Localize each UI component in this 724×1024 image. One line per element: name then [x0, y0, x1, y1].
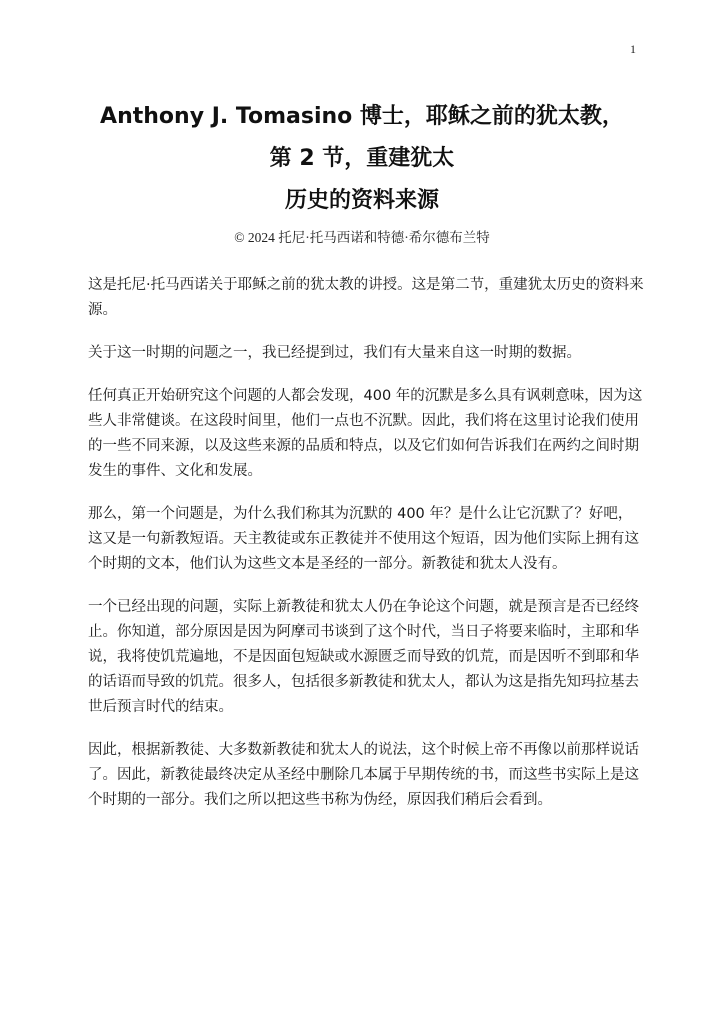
- paragraph-3: 任何真正开始研究这个问题的人都会发现，400 年的沉默是多么具有讽刺意味，因为这些人非常健谈。在这段时间里，他们一点也不沉默。因此，我们将在这里讨论我们使用的一些不同来源，以及这些来源的品质和特点，以及它们如何告诉我们在两约之间时期发生的事件、文化和发展。: [88, 388, 643, 479]
- page-number: 1: [630, 42, 636, 56]
- title-line-2: 第 2 节，重建犹太: [269, 146, 455, 171]
- paragraph-6: 因此，根据新教徒、大多数新教徒和犹太人的说法，这个时候上帝不再像以前那样说话了。因此，新教徒最终决定从圣经中删除几本属于早期传统的书，而这些书实际上是这个时期的一部分。我们之所以把这些书称为伪经，原因我们稍后会看到。: [88, 742, 639, 808]
- title-line-1: Anthony J. Tomasino 博士，耶稣之前的犹太教，: [100, 104, 624, 129]
- paragraph-4: 那么，第一个问题是，为什么我们称其为沉默的 400 年？是什么让它沉默了？好吧，这又是一句新教短语。天主教徒或东正教徒并不使用这个短语，因为他们实际上拥有这个时期的文本，他们认为这些文本是圣经的一部分。新教徒和犹太人没有。: [88, 506, 639, 572]
- paragraph-2: 关于这一时期的问题之一，我已经提到过，我们有大量来自这一时期的数据。: [88, 345, 581, 361]
- paragraph-5: 一个已经出现的问题，实际上新教徒和犹太人仍在争论这个问题，就是预言是否已经终止。你知道，部分原因是因为阿摩司书谈到了这个时代，当日子将要来临时，主耶和华说，我将使饥荒遍地，不是因面包短缺或水源匮乏而导致的饥荒，而是因听不到耶和华的话语而导致的饥荒。很多人，包括很多新教徒和犹太人，都认为这是指先知玛拉基去世后预言时代的结束。: [88, 599, 639, 715]
- paragraph-1: 这是托尼·托马西诺关于耶稣之前的犹太教的讲授。这是第二节，重建犹太历史的资料来源。: [88, 277, 644, 318]
- title-block: [0, 96, 724, 248]
- body-text: [88, 273, 644, 831]
- copyright-line: © 2024 托尼·托马西诺和特德·希尔德布兰特: [234, 230, 490, 245]
- title-line-3: 历史的资料来源: [284, 188, 439, 213]
